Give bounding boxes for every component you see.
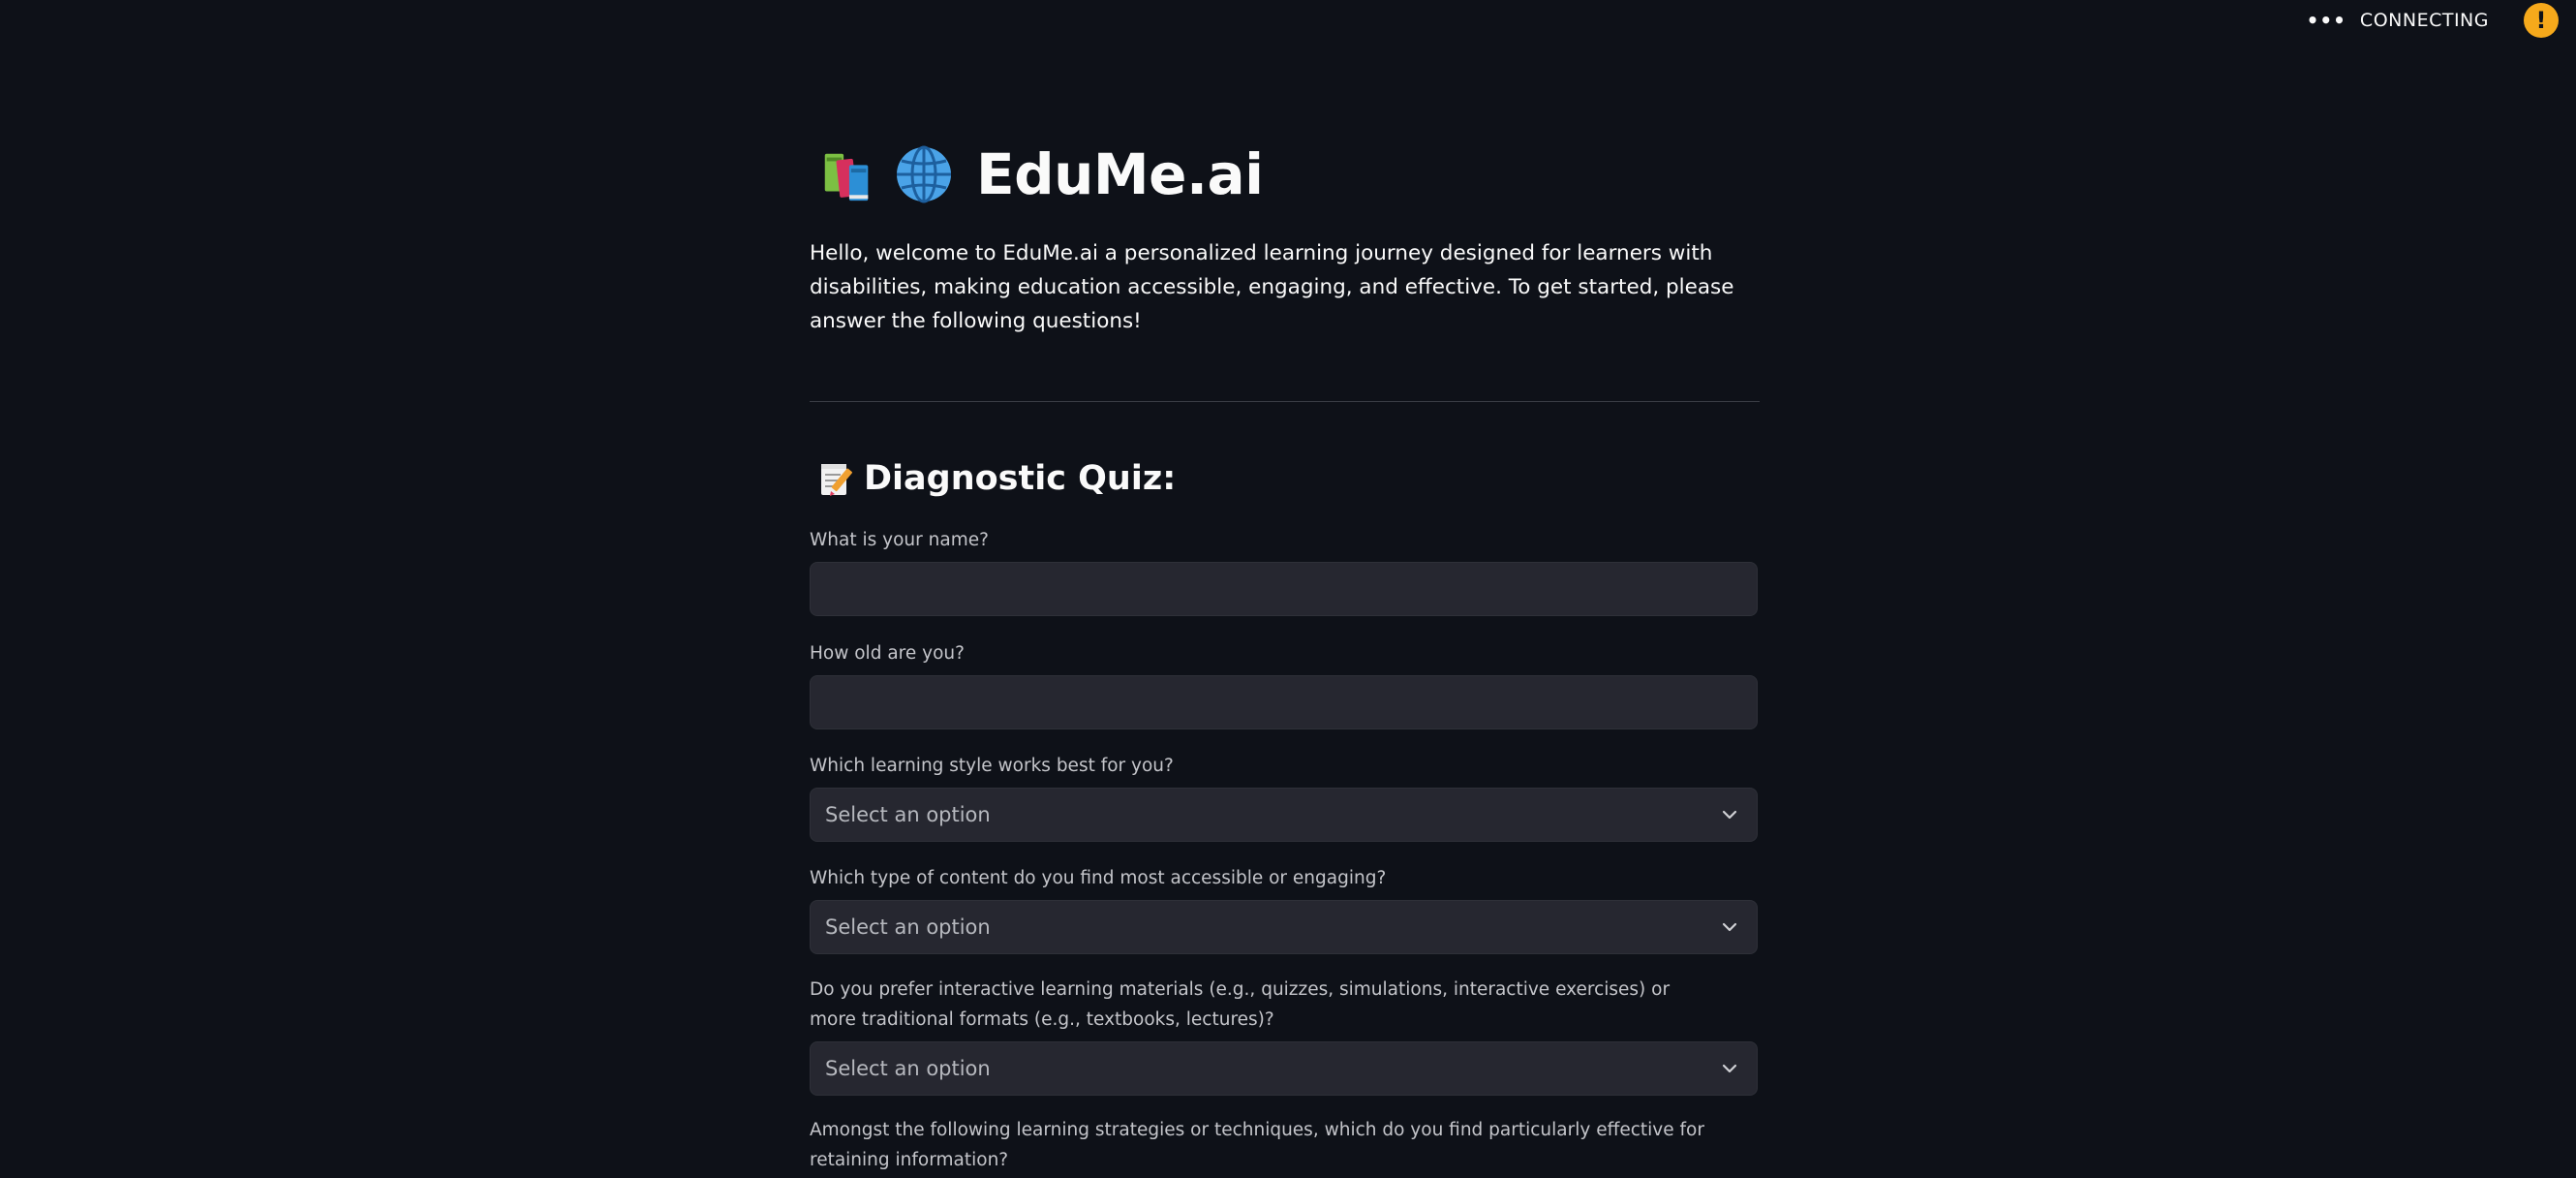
books-emoji-icon bbox=[817, 144, 877, 204]
globe-emoji-icon bbox=[893, 143, 955, 205]
strategies-label: Amongst the following learning strategies or techniques, which do you find particularly effective for retaining information? bbox=[810, 1120, 1704, 1170]
learning-style-label: Which learning style works best for you? bbox=[810, 756, 1174, 776]
memo-emoji-icon bbox=[817, 459, 856, 498]
age-label: How old are you? bbox=[810, 643, 965, 664]
quiz-header bbox=[817, 459, 1176, 498]
chevron-down-icon bbox=[1720, 805, 1739, 824]
material-format-label: Do you prefer interactive learning materials (e.g., quizzes, simulations, interactive exercises) or more traditional formats (e.g., textbooks, lectures)? bbox=[810, 979, 1671, 1030]
material-format-select[interactable] bbox=[810, 1041, 1758, 1096]
divider bbox=[810, 401, 1760, 402]
chevron-down-icon bbox=[1720, 917, 1739, 937]
content-type-select[interactable] bbox=[810, 900, 1758, 954]
content-type-label: Which type of content do you find most accessible or engaging? bbox=[810, 868, 1387, 888]
page-title: EduMe.ai bbox=[976, 141, 1264, 207]
intro-text: Hello, welcome to EduMe.ai a personalized learning journey designed for learners with disabilities, making education accessible, engaging, and effective. To get started, please answer the following questions! bbox=[810, 241, 1734, 333]
select-placeholder: Select an option bbox=[825, 915, 991, 939]
learning-style-select[interactable] bbox=[810, 788, 1758, 842]
status-bar bbox=[2307, 0, 2576, 41]
connection-status: CONNECTING bbox=[2359, 10, 2489, 31]
select-placeholder: Select an option bbox=[825, 1057, 991, 1080]
name-input[interactable] bbox=[810, 562, 1758, 616]
age-input[interactable] bbox=[810, 675, 1758, 729]
chevron-down-icon bbox=[1720, 1059, 1739, 1078]
warning-icon[interactable]: ! bbox=[2524, 3, 2559, 38]
select-placeholder: Select an option bbox=[825, 803, 991, 826]
name-label: What is your name? bbox=[810, 530, 989, 550]
page-header bbox=[817, 141, 1264, 207]
more-options-icon[interactable]: ••• bbox=[2306, 9, 2346, 32]
quiz-title: Diagnostic Quiz: bbox=[864, 459, 1177, 498]
